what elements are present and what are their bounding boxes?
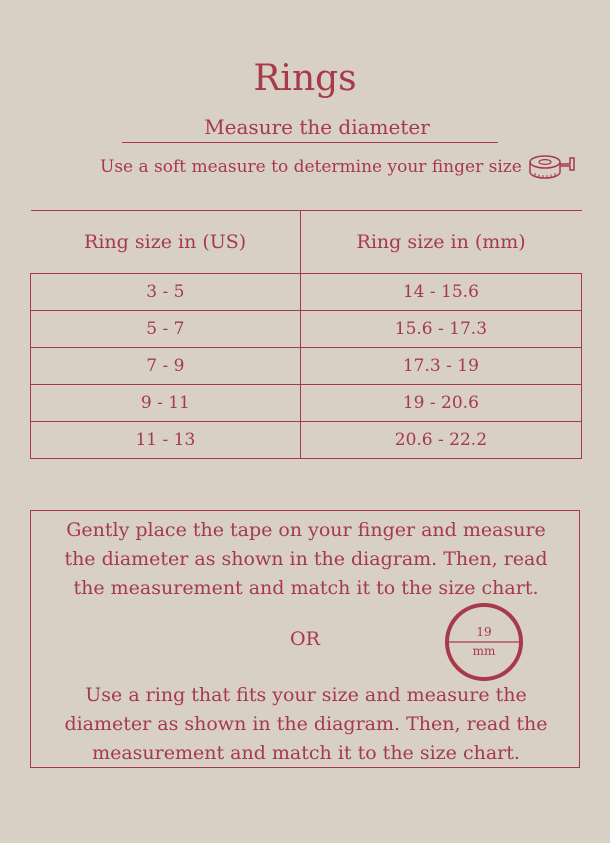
or-separator: OR [290, 628, 320, 650]
us-size-cell: 3 - 5 [31, 274, 301, 311]
subtitle-divider [122, 142, 498, 143]
header-mm-size: Ring size in (mm) [300, 211, 581, 274]
diagram-value: 19 [476, 625, 492, 639]
mm-size-cell: 15.6 - 17.3 [300, 311, 581, 348]
mm-size-cell: 20.6 - 22.2 [300, 422, 581, 459]
mm-size-cell: 19 - 20.6 [300, 385, 581, 422]
table-header-row [31, 211, 582, 274]
header-us-size: Ring size in (US) [31, 211, 301, 274]
table-row [31, 311, 582, 348]
us-size-cell: 11 - 13 [31, 422, 301, 459]
instruction-line [100, 155, 576, 179]
us-size-cell: 9 - 11 [31, 385, 301, 422]
table-row [31, 274, 582, 311]
measuring-tape-icon [528, 153, 576, 181]
tape-method-text: Gently place the tape on your finger and measure the diameter as shown in the diagram. Then, read the measurement and match it to the size chart. [64, 519, 548, 599]
table-row [31, 422, 582, 459]
diagram-unit: mm [472, 644, 496, 658]
ring-diagram-icon [443, 601, 525, 683]
table-row [31, 348, 582, 385]
us-size-cell: 7 - 9 [31, 348, 301, 385]
mm-size-cell: 17.3 - 19 [300, 348, 581, 385]
table-row [31, 385, 582, 422]
page-title: Rings [253, 58, 357, 99]
instructions-box [30, 510, 580, 768]
us-size-cell: 5 - 7 [31, 311, 301, 348]
ring-method-text: Use a ring that fits your size and measure the diameter as shown in the diagram. Then, read the measurement and match it to the size chart. [64, 684, 548, 764]
ring-size-table [30, 210, 582, 459]
mm-size-cell: 14 - 15.6 [300, 274, 581, 311]
subtitle: Measure the diameter [204, 115, 430, 139]
instruction-text: Use a soft measure to determine your finger size [100, 157, 522, 177]
